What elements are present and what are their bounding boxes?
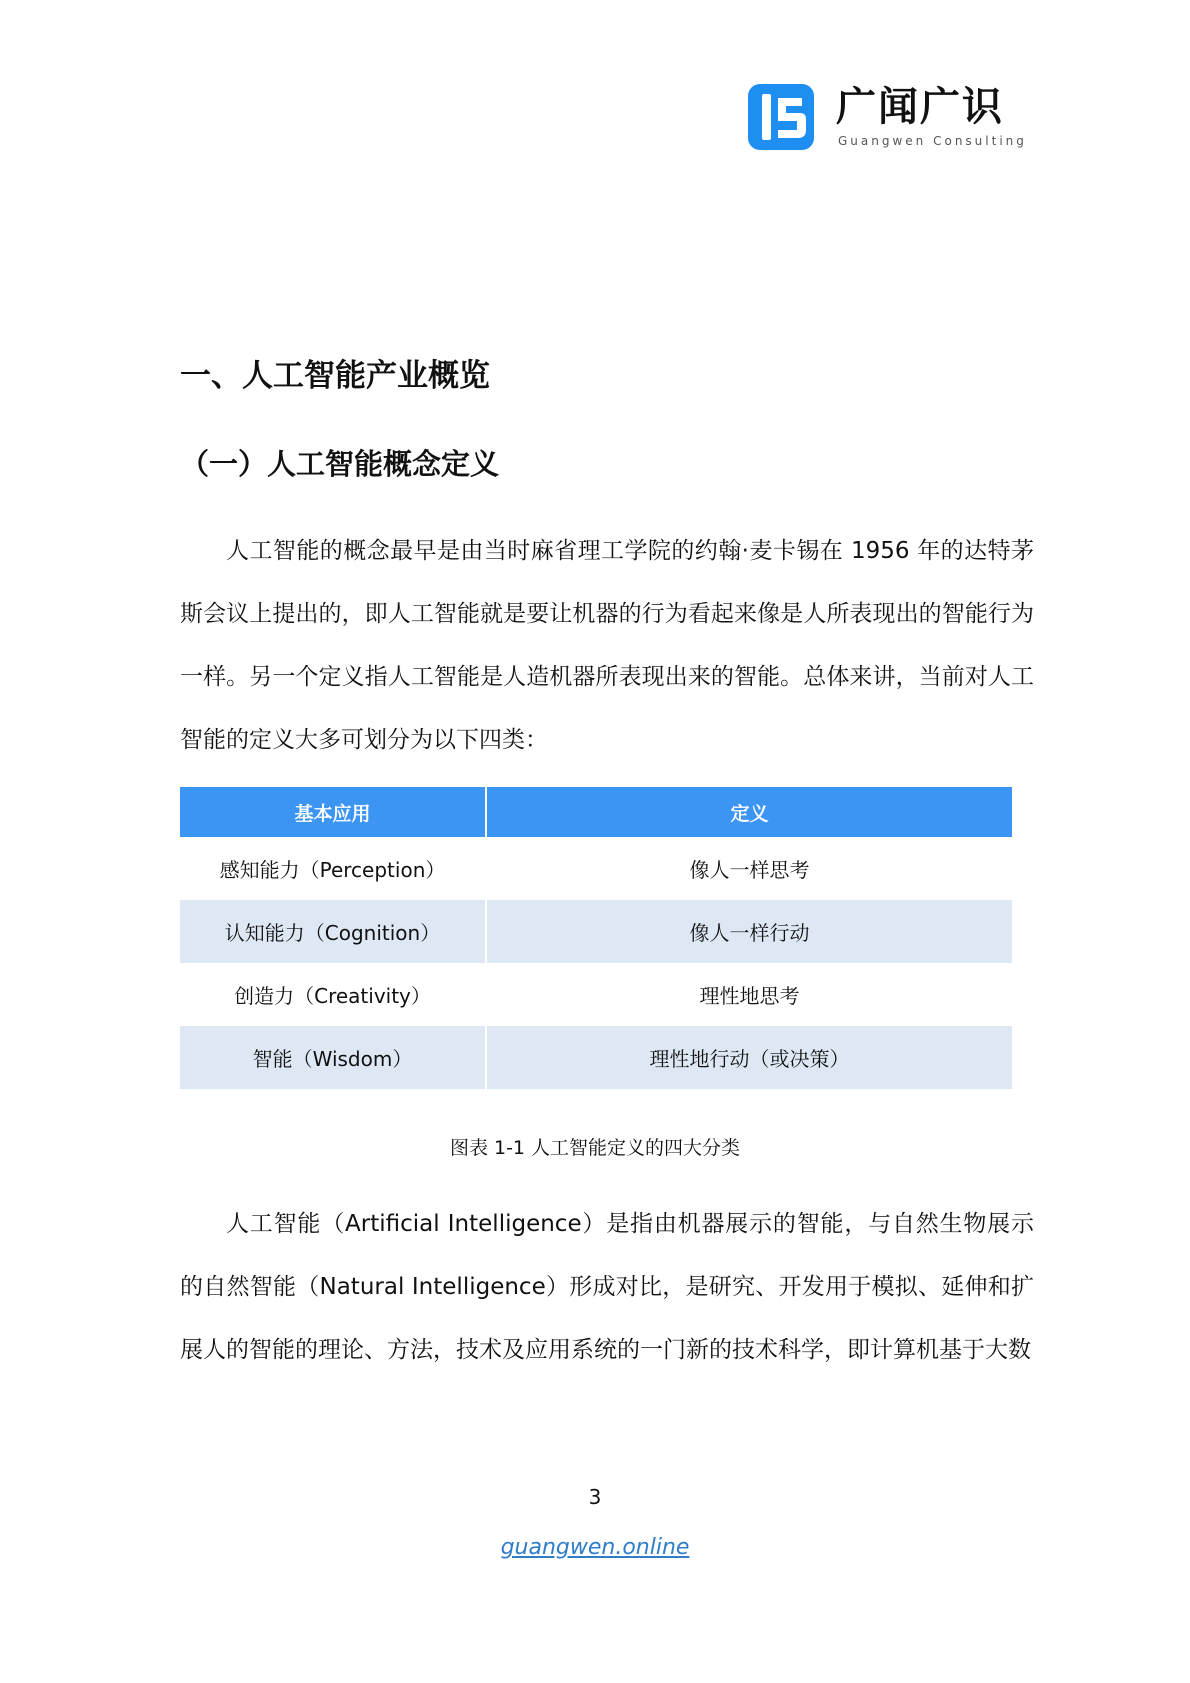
table-header-cell: 定义 [486, 787, 1012, 837]
section-title: 一、人工智能产业概览 [180, 358, 490, 394]
body-paragraph-1: 人工智能的概念最早是由当时麻省理工学院的约翰·麦卡锡在 1956 年的达特茅斯会议上提出的，即人工智能就是要让机器的行为看起来像是人所表现出的智能行为一样。另一个定义指人工智能是人造机器所表现出来的智能。总体来讲，当前对人工智能的定义大多可划分为以下四类： [180, 538, 1034, 753]
table-cell: 像人一样行动 [486, 900, 1012, 963]
logo-english-name: Guangwen Consulting [838, 134, 1027, 148]
table-row [180, 1026, 1012, 1089]
table-header-cell: 基本应用 [180, 787, 486, 837]
body-paragraph-2-container [180, 1193, 1034, 1383]
page-number: 3 [588, 1485, 602, 1509]
definition-table [180, 787, 1012, 1089]
table-cell: 理性地思考 [486, 963, 1012, 1026]
website-link[interactable]: guangwen.online [500, 1535, 690, 1560]
body-paragraph-2: 人工智能（Artificial Intelligence）是指由机器展示的智能，与自然生物展示的自然智能（Natural Intelligence）形成对比，是研究、开发用于模拟、延伸和扩展人的智能的理论、方法，技术及应用系统的一门新的技术科学，即计算机基于大数 [180, 1211, 1034, 1363]
table-row [180, 900, 1012, 963]
logo-chinese-name: 广闻广识 [836, 84, 1004, 130]
table-caption: 图表 1-1 人工智能定义的四大分类 [449, 1137, 741, 1159]
brand-logo-icon [748, 84, 814, 150]
table-row [180, 837, 1012, 900]
table-cell: 感知能力（Perception） [219, 858, 446, 882]
table-cell: 理性地行动（或决策） [486, 1026, 1012, 1089]
section-subtitle: （一）人工智能概念定义 [180, 447, 500, 481]
table-cell: 创造力（Creativity） [234, 984, 431, 1008]
table-cell: 智能（Wisdom） [180, 1026, 486, 1089]
brand-logo [748, 84, 1027, 154]
table-header-row [180, 787, 1012, 837]
table-row [180, 963, 1012, 1026]
table-cell: 认知能力（Cognition） [180, 900, 486, 963]
table-cell: 像人一样思考 [486, 837, 1012, 900]
